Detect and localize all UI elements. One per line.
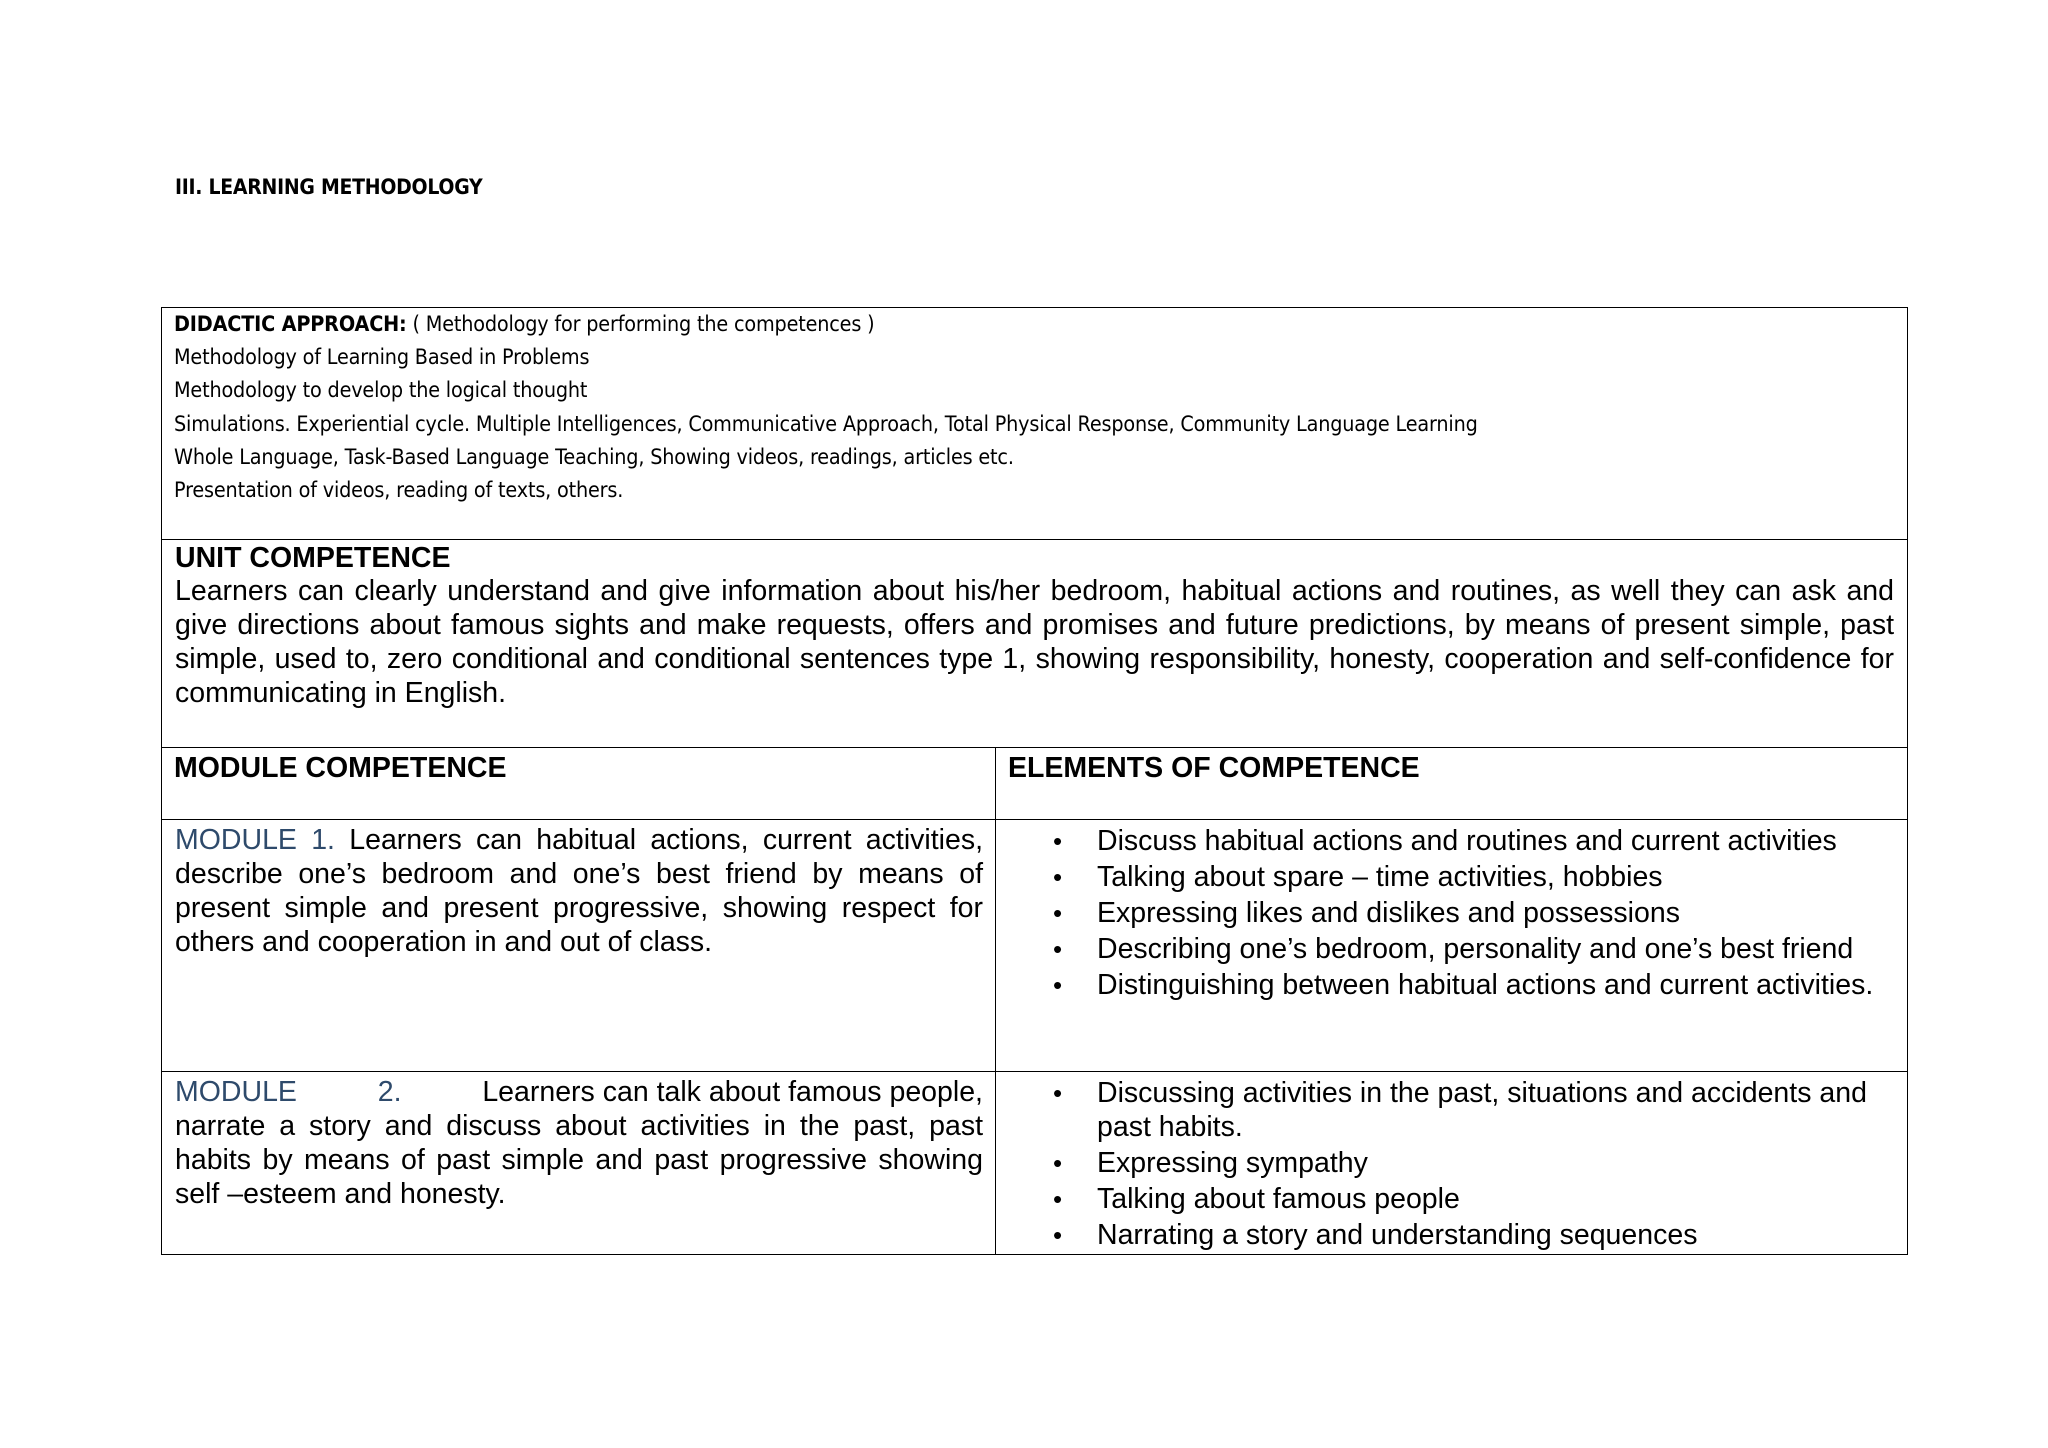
didactic-row [162,308,1908,540]
list-item: • Discuss habitual actions and routines and current activities [1097,824,1897,858]
module-2-text: narrate a story and discuss about activities in the past, past habits by means of past simple and past progressive showing self –esteem and honesty. [175,1110,983,1210]
list-item: • Describing one’s bedroom, personality and one’s best friend [1097,932,1897,966]
didactic-cell [162,308,1908,540]
didactic-line: Simulations. Experiential cycle. Multiple Intelligences, Communicative Approach, Total Physical Response, Community Language Learning [174,411,1478,437]
module-2-first-words: Learners can talk about famous people, [482,1076,983,1108]
unit-row [162,540,1908,748]
didactic-line: Methodology of Learning Based in Problems [174,345,590,371]
module-1-text: Learners can habitual actions, current activities, describe one’s bedroom and one’s best friend by means of present simple and present progressive, showing respect for others and cooperation in and out of class. [175,824,983,958]
list-item: • Discussing activities in the past, situations and accidents and past habits. [1097,1076,1897,1144]
didactic-line: Presentation of videos, reading of texts, others. [174,478,624,504]
didactic-line: Methodology to develop the logical thought [174,378,588,404]
section-heading: III. LEARNING METHODOLOGY [175,175,483,199]
module-2-label-number: 2. [377,1076,402,1108]
didactic-line: Whole Language, Task-Based Language Teaching, Showing videos, readings, articles etc. [174,444,1014,470]
module-header-row [162,748,1908,820]
list-item: • Expressing likes and dislikes and possessions [1097,896,1897,930]
module-2-elements [996,1072,1908,1255]
module-1-element-list [996,824,1897,1002]
list-item: • Narrating a story and understanding sequences [1097,1218,1897,1252]
module-2-competence [162,1072,996,1255]
module-2-label-word: MODULE [175,1076,297,1108]
list-item: • Talking about famous people [1097,1182,1897,1216]
didactic-label: DIDACTIC APPROACH: [174,312,407,337]
unit-competence-title: UNIT COMPETENCE [175,542,451,574]
module-1-row [162,820,1908,1072]
module-1-elements [996,820,1908,1072]
elements-competence-header: ELEMENTS OF COMPETENCE [996,748,1908,820]
didactic-label-note: ( Methodology for performing the competences ) [406,312,875,337]
module-1-competence [162,820,996,1072]
unit-cell [162,540,1908,748]
list-item: • Distinguishing between habitual actions and current activities. [1097,968,1897,1002]
list-item: • Talking about spare – time activities, hobbies [1097,860,1897,894]
didactic-title-line [174,308,1714,341]
methodology-table [161,307,1908,1255]
module-1-label: MODULE 1. [175,824,335,856]
module-2-element-list [996,1076,1897,1252]
module-competence-header: MODULE COMPETENCE [162,748,996,820]
module-2-first-line [175,1075,983,1109]
unit-competence-text: Learners can clearly understand and give information about his/her bedroom, habitual actions and routines, as well they can ask and give directions about famous sights and make requests, offers and promises and future predictions, by means of present simple, past simple, used to, zero conditional and conditional sentences type 1, showing responsibility, honesty, cooperation and self-confidence for communicating in English. [175,575,1894,709]
list-item: • Expressing sympathy [1097,1146,1897,1180]
module-2-row [162,1072,1908,1255]
